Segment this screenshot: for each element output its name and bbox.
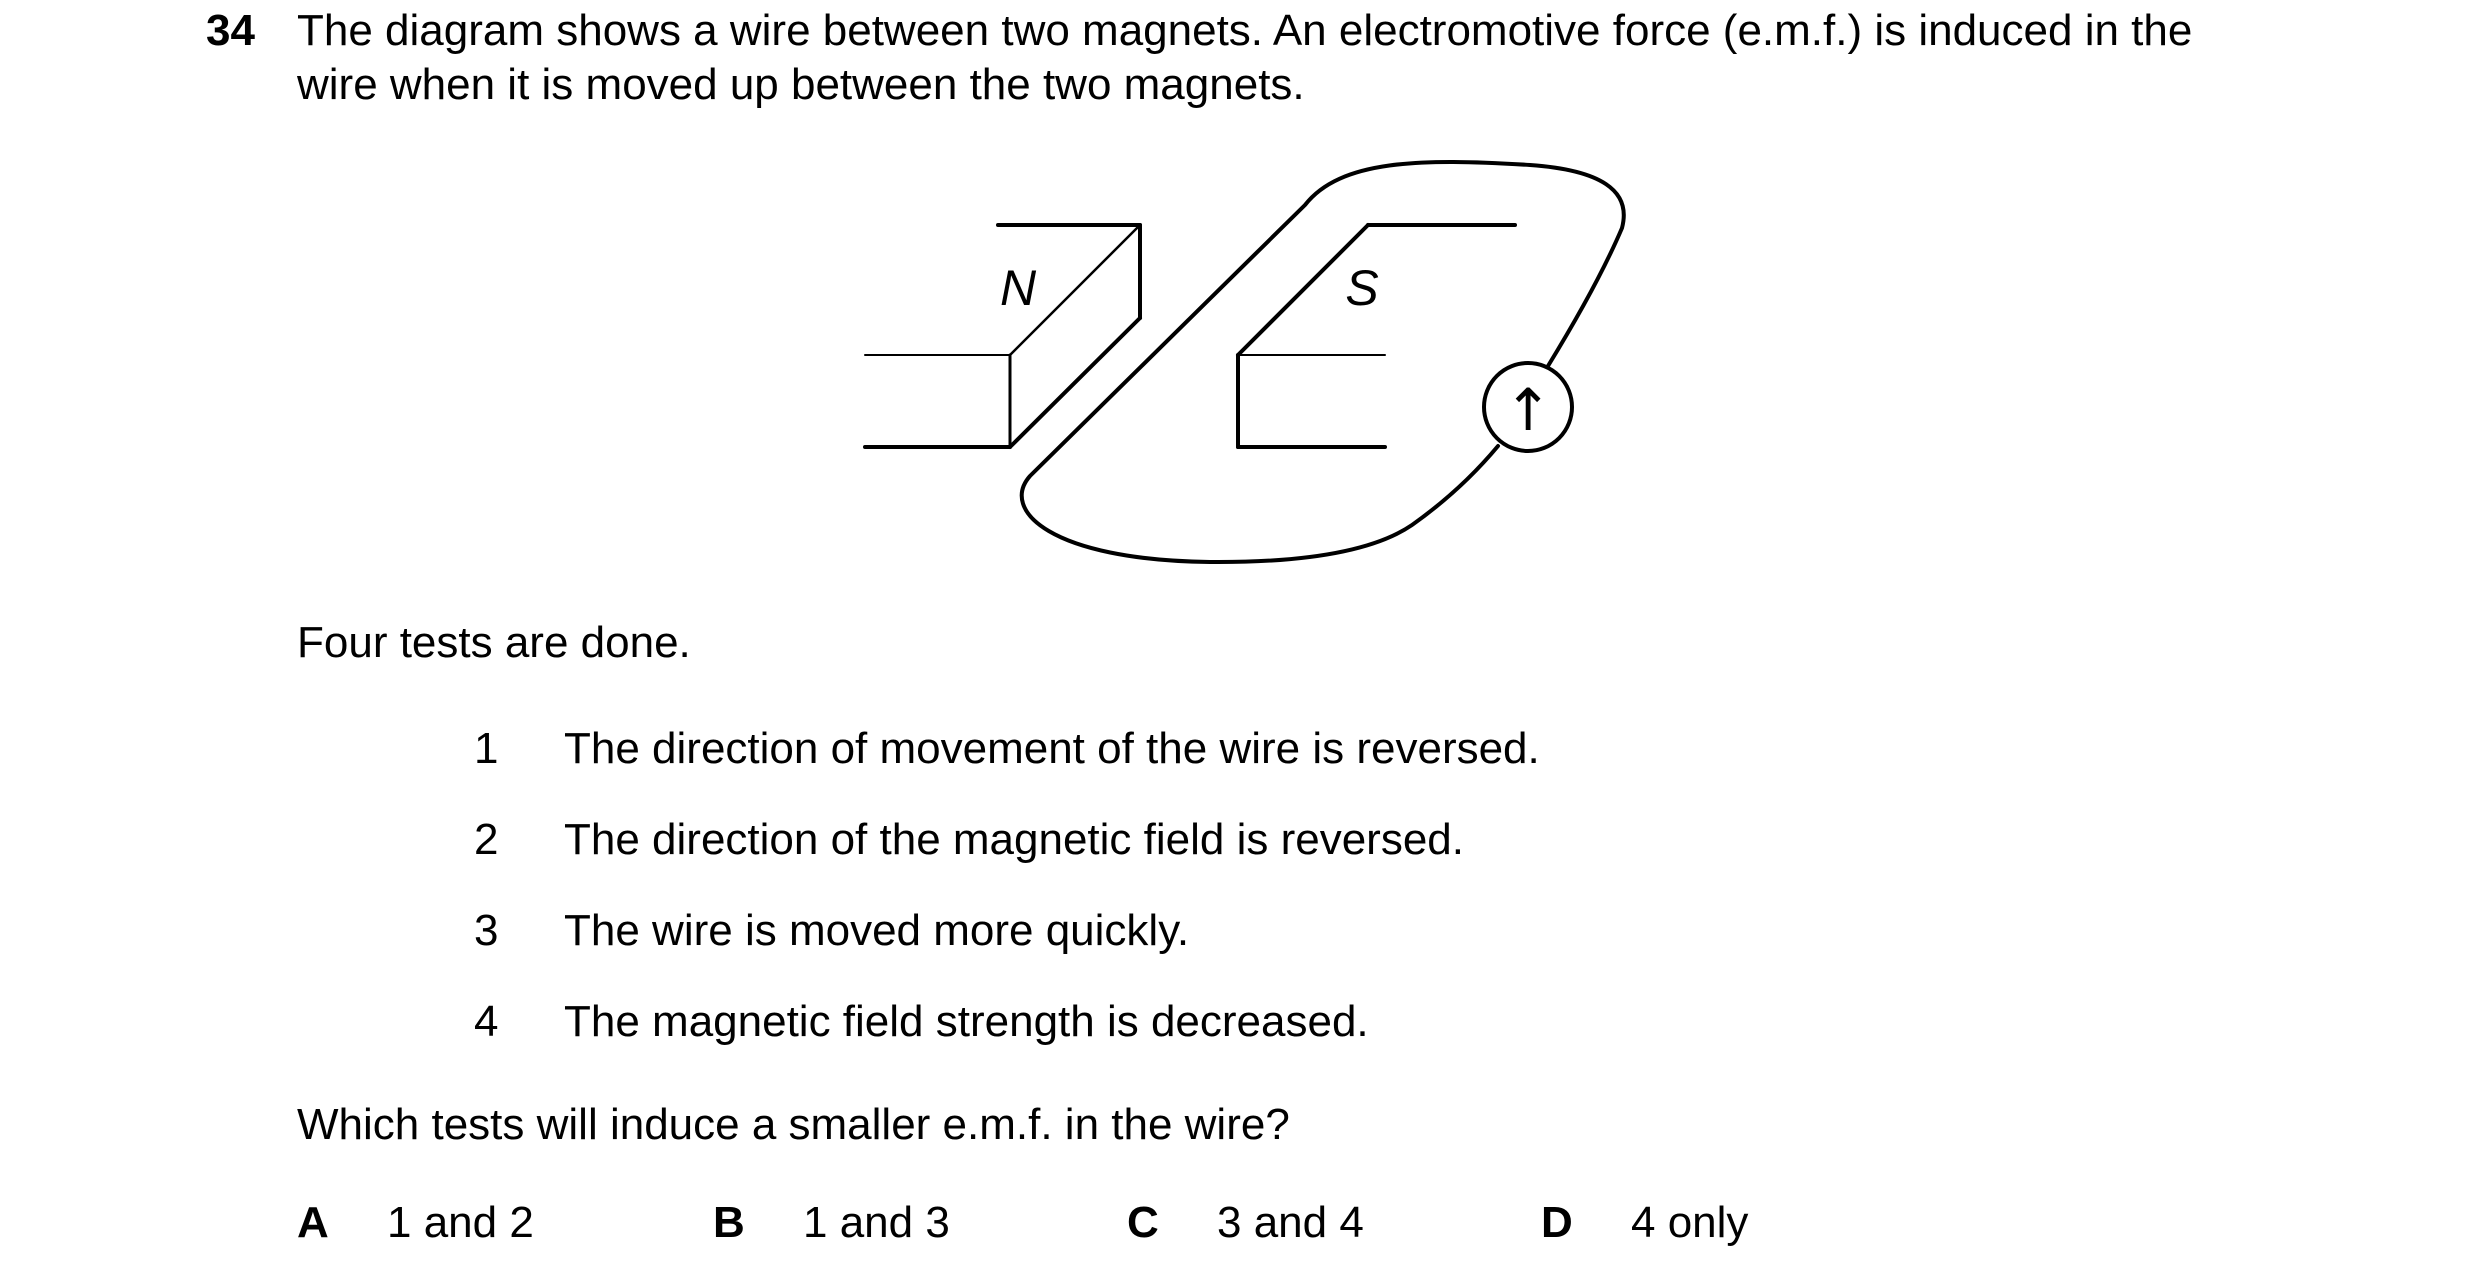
test-number: 4 (474, 997, 499, 1046)
meter-arrow-icon: ↑ (1503, 376, 1553, 444)
test-text: The direction of movement of the wire is reversed. (564, 724, 1540, 773)
test-number: 3 (474, 906, 499, 955)
option-text: 1 and 2 (387, 1198, 534, 1247)
test-text: The wire is moved more quickly. (564, 906, 1190, 955)
option-letter: B (713, 1198, 745, 1247)
test-number: 2 (474, 815, 499, 864)
option-text: 1 and 3 (803, 1198, 950, 1247)
option-letter: A (297, 1198, 329, 1247)
option-letter: C (1127, 1198, 1159, 1247)
north-magnet (865, 225, 1140, 447)
south-magnet (1238, 225, 1515, 447)
question-prompt: Which tests will induce a smaller e.m.f. in the wire? (297, 1100, 1290, 1149)
test-number: 1 (474, 724, 499, 773)
option-text: 4 only (1631, 1198, 1749, 1247)
intro-text: Four tests are done. (297, 618, 691, 667)
test-text: The direction of the magnetic field is reversed. (564, 815, 1465, 864)
stem-line-1: The diagram shows a wire between two magnets. An electromotive force (e.m.f.) is induced in the (297, 6, 2193, 55)
question-number: 34 (206, 6, 255, 55)
option-letter: D (1541, 1198, 1573, 1247)
test-text: The magnetic field strength is decreased. (564, 997, 1369, 1046)
north-pole-label: N (999, 260, 1037, 316)
stem-line-2: wire when it is moved up between the two magnets. (297, 60, 1305, 109)
south-pole-label: S (1345, 260, 1379, 316)
option-text: 3 and 4 (1217, 1198, 1364, 1247)
